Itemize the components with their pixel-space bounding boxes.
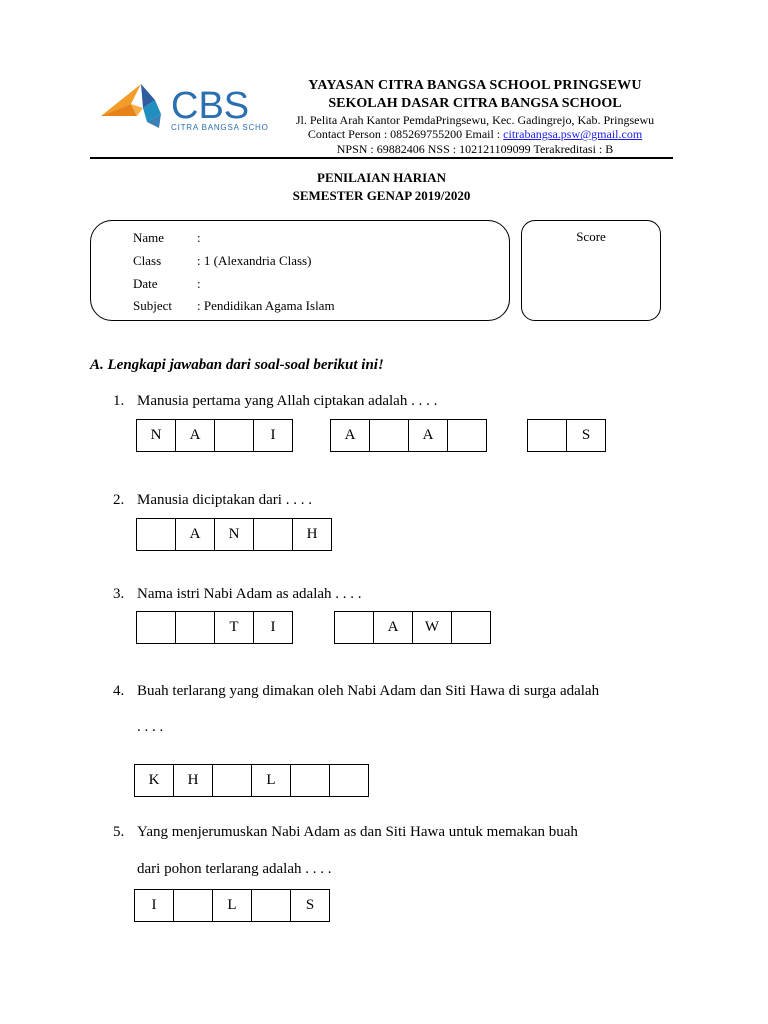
question-text: Buah terlarang yang dimakan oleh Nabi Adam dan Siti Hawa di surga adalah (137, 683, 600, 699)
answer-box[interactable] (136, 518, 176, 551)
exam-semester: SEMESTER GENAP 2019/2020 (292, 188, 471, 203)
question-text: Yang menjerumuskan Nabi Adam as dan Siti Hawa untuk memakan buah (137, 824, 578, 840)
subject-row (133, 298, 335, 314)
answer-box[interactable]: K (134, 764, 174, 797)
question-5 (113, 824, 578, 841)
answer-box[interactable] (527, 419, 567, 452)
answer-boxes (134, 764, 369, 797)
answer-box[interactable]: T (214, 611, 254, 644)
question-1 (113, 393, 437, 410)
answer-boxes (136, 419, 293, 452)
class-label: Class (133, 253, 162, 268)
answer-box[interactable]: W (412, 611, 452, 644)
answer-box[interactable] (451, 611, 491, 644)
answer-box[interactable] (334, 611, 374, 644)
answer-boxes (527, 419, 606, 452)
contact-prefix: Contact Person : 085269755200 Email : (307, 127, 504, 141)
class-row (133, 253, 311, 269)
question-text: Nama istri Nabi Adam as adalah . . . . (137, 586, 362, 602)
answer-box[interactable] (212, 764, 252, 797)
answer-box[interactable]: L (212, 889, 252, 922)
question-text: Manusia pertama yang Allah ciptakan adalah . . . . (137, 393, 438, 409)
question-number: 2. (113, 492, 125, 508)
section-title: A. Lengkapi jawaban dari soal-soal berikut ini! (90, 357, 384, 373)
answer-box[interactable] (369, 419, 409, 452)
date-value: : (197, 276, 201, 291)
question-number: 5. (113, 824, 125, 840)
answer-box[interactable] (253, 518, 293, 551)
answer-boxes (334, 611, 491, 644)
score-label: Score (576, 229, 606, 244)
answer-boxes (136, 611, 293, 644)
question-2 (113, 492, 312, 509)
answer-box[interactable] (447, 419, 487, 452)
answer-box[interactable]: A (373, 611, 413, 644)
date-label: Date (133, 276, 158, 291)
answer-box[interactable]: N (214, 518, 254, 551)
subject-label: Subject (133, 298, 172, 313)
answer-box[interactable] (173, 889, 213, 922)
answer-boxes (136, 518, 332, 551)
answer-box[interactable] (251, 889, 291, 922)
contact-line (285, 127, 665, 142)
answer-box[interactable]: A (330, 419, 370, 452)
answer-box[interactable]: L (251, 764, 291, 797)
answer-box[interactable]: S (566, 419, 606, 452)
answer-box[interactable]: A (408, 419, 448, 452)
name-value: : (197, 230, 201, 245)
answer-box[interactable] (214, 419, 254, 452)
email-link[interactable]: citrabangsa.psw@gmail.com (503, 127, 643, 141)
answer-box[interactable] (136, 611, 176, 644)
exam-title: PENILAIAN HARIAN (317, 170, 446, 185)
school-ids: NPSN : 69882406 NSS : 102121109099 Terakreditasi : B (336, 142, 614, 156)
answer-box[interactable]: I (134, 889, 174, 922)
answer-box[interactable] (175, 611, 215, 644)
question-3 (113, 586, 362, 603)
answer-boxes (134, 889, 330, 922)
answer-box[interactable] (329, 764, 369, 797)
answer-box[interactable]: N (136, 419, 176, 452)
answer-box[interactable]: A (175, 518, 215, 551)
school-logo (97, 78, 269, 132)
answer-boxes (330, 419, 487, 452)
logo-subtext: CITRA BANGSA SCHO (171, 123, 269, 132)
name-row (133, 230, 201, 246)
header-divider (90, 157, 673, 159)
name-label: Name (133, 230, 165, 245)
answer-box[interactable] (290, 764, 330, 797)
question-number: 4. (113, 683, 125, 699)
question-text: Manusia diciptakan dari . . . . (137, 492, 312, 508)
question-number: 1. (113, 393, 125, 409)
subject-value: : Pendidikan Agama Islam (197, 298, 335, 313)
answer-box[interactable]: H (173, 764, 213, 797)
date-row (133, 276, 201, 292)
class-value: : 1 (Alexandria Class) (197, 253, 312, 268)
answer-box[interactable]: S (290, 889, 330, 922)
school-name: SEKOLAH DASAR CITRA BANGSA SCHOOL (328, 96, 622, 111)
school-address: Jl. Pelita Arah Kantor PemdaPringsewu, Kec. Gadingrejo, Kab. Pringsewu (295, 113, 655, 127)
answer-box[interactable]: A (175, 419, 215, 452)
answer-box[interactable]: I (253, 611, 293, 644)
answer-box[interactable]: I (253, 419, 293, 452)
question-4-continuation: . . . . (137, 719, 164, 735)
question-number: 3. (113, 586, 125, 602)
foundation-name: YAYASAN CITRA BANGSA SCHOOL PRINGSEWU (308, 78, 642, 93)
question-4 (113, 683, 599, 700)
logo-text: CBS (171, 85, 250, 127)
answer-box[interactable]: H (292, 518, 332, 551)
question-5-continuation: dari pohon terlarang adalah . . . . (137, 861, 332, 877)
